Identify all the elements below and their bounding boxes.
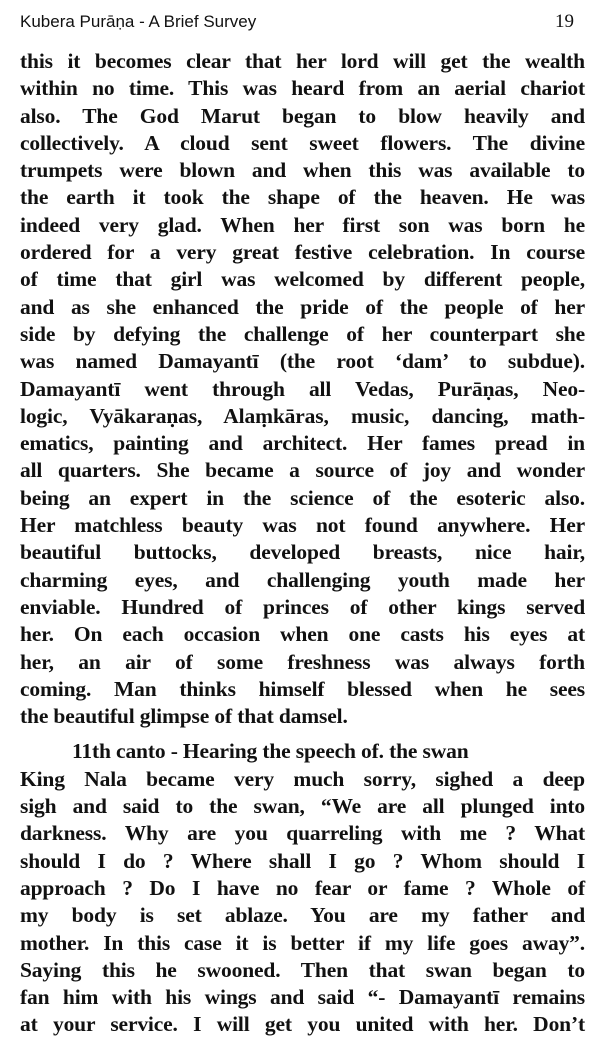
text-line: the earth it took the shape of the heaven. He was <box>20 185 585 210</box>
text-line: beautiful buttocks, developed breasts, nice hair, <box>20 540 585 565</box>
text-line: her. On each occasion when one casts his eyes at <box>20 622 585 647</box>
text-line: was named Damayantī (the root ‘dam’ to subdue). <box>20 349 585 374</box>
paragraph-gap <box>20 730 585 738</box>
text-line: collectively. A cloud sent sweet flowers. The divine <box>20 130 585 155</box>
text-line: of time that girl was welcomed by different people, <box>20 267 585 292</box>
text-line: Her matchless beauty was not found anywhere. Her <box>20 513 585 538</box>
text-line: sigh and said to the swan, “We are all plunged into <box>20 794 585 819</box>
text-line: fan him with his wings and said “- Damayantī remains <box>20 985 585 1010</box>
text-line: approach ? Do I have no fear or fame ? Whole of <box>20 875 585 900</box>
text-line: all quarters. She became a source of joy and wonder <box>20 458 585 483</box>
text-line: and as she enhanced the pride of the people of her <box>20 294 585 319</box>
text-line: being an expert in the science of the esoteric also. <box>20 485 585 510</box>
text-line: 11th canto - Hearing the speech of. the swan <box>72 739 469 764</box>
text-line: within no time. This was heard from an aerial chariot <box>20 76 585 101</box>
paragraph <box>20 738 585 1038</box>
text-line: logic, Vyākaraṇas, Alaṃkāras, music, dancing, math- <box>20 403 585 428</box>
running-head <box>20 8 580 36</box>
page-number: 19 <box>555 11 574 32</box>
text-line: coming. Man thinks himself blessed when he sees <box>20 676 585 701</box>
text-line: enviable. Hundred of princes of other kings served <box>20 594 585 619</box>
text-line: indeed very glad. When her first son was born he <box>20 212 585 237</box>
text-line: this it becomes clear that her lord will get the wealth <box>20 49 585 73</box>
text-line: ordered for a very great festive celebration. In course <box>20 240 585 265</box>
text-line: Saying this he swooned. Then that swan began to <box>20 957 585 982</box>
text-line: trumpets were blown and when this was available to <box>20 158 585 183</box>
paragraph <box>20 48 585 730</box>
text-line: at your service. I will get you united with her. Don’t <box>20 1012 585 1037</box>
text-line: ematics, painting and architect. Her fames pread in <box>20 431 585 456</box>
text-line: should I do ? Where shall I go ? Whom should I <box>20 848 585 873</box>
running-title: Kubera Purāṇa - A Brief Survey <box>20 12 257 31</box>
body-text <box>20 48 585 1039</box>
text-line: charming eyes, and challenging youth made her <box>20 567 585 592</box>
text-line: Damayantī went through all Vedas, Purāṇas, Neo- <box>20 376 585 401</box>
text-line: the beautiful glimpse of that damsel. <box>20 704 348 729</box>
text-line: darkness. Why are you quarreling with me ? What <box>20 821 585 846</box>
text-line: side by defying the challenge of her counterpart she <box>20 321 585 346</box>
text-line: King Nala became very much sorry, sighed a deep <box>20 766 585 791</box>
text-line: mother. In this case it is better if my life goes away”. <box>20 930 585 955</box>
text-line: also. The God Marut began to blow heavily and <box>20 103 585 128</box>
text-line: her, an air of some freshness was always forth <box>20 649 585 674</box>
text-line: my body is set ablaze. You are my father and <box>20 903 585 928</box>
